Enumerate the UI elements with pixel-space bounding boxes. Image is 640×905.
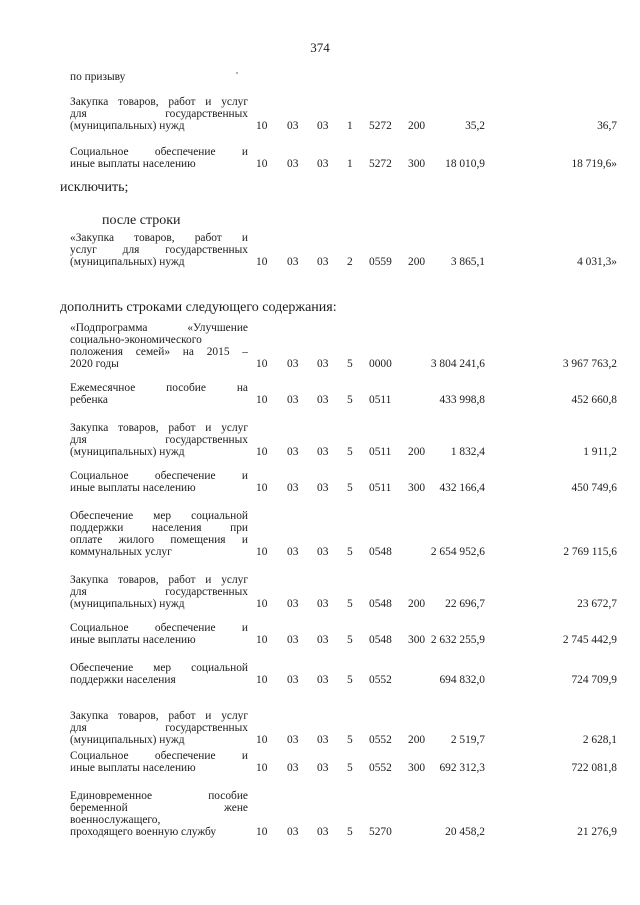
amount-2015: 2 654 952,6 [430, 546, 485, 558]
row-name-line: Обеспечение мер социальной [70, 662, 248, 674]
exclude-paragraph: исключить; [60, 180, 129, 195]
row-name [70, 574, 248, 610]
code-cell: 0511 [369, 446, 392, 458]
code-cell: 10 [256, 546, 268, 558]
amount-2016: 3 967 763,2 [562, 358, 617, 370]
row-name [70, 382, 248, 406]
code-cell: 03 [317, 446, 329, 458]
amount-2016: 18 719,6» [571, 158, 617, 170]
code-cell: 03 [317, 546, 329, 558]
code-cell: 5 [347, 546, 353, 558]
code-cell: 5270 [369, 826, 392, 838]
row-name-line: для государственных [70, 586, 248, 598]
code-cell: 10 [256, 158, 268, 170]
row-name [70, 662, 248, 686]
amount-2016: 2 769 115,6 [563, 546, 617, 558]
row-name-line: Единовременное пособие [70, 790, 248, 802]
amount-2015: 694 832,0 [439, 674, 485, 686]
code-cell: 03 [287, 158, 299, 170]
code-cell: 10 [256, 674, 268, 686]
code-cell: 03 [317, 394, 329, 406]
row-name-line: положения семей» на 2015 – [70, 346, 248, 358]
code-cell: 10 [256, 734, 268, 746]
row-name-line: Социальное обеспечение и [70, 622, 248, 634]
code-cell: 5 [347, 762, 353, 774]
code-cell: 0552 [369, 762, 392, 774]
amount-2015: 432 166,4 [439, 482, 485, 494]
row-name-line: оплате жилого помещения и [70, 534, 248, 546]
code-cell: 10 [256, 762, 268, 774]
page-number: 374 [310, 40, 330, 55]
code-cell: 10 [256, 120, 268, 132]
row-name-line: Закупка товаров, работ и услуг [70, 574, 248, 586]
row-name-line: «Подпрограмма «Улучшение [70, 322, 248, 334]
row-name-line: Обеспечение мер социальной [70, 510, 248, 522]
code-cell: 03 [287, 120, 299, 132]
code-cell: 5 [347, 446, 353, 458]
amount-2015: 22 696,7 [445, 598, 485, 610]
row-name-line: беременной жене [70, 802, 248, 814]
row-name-line: проходящего военную службу [70, 826, 217, 838]
code-cell: 03 [287, 446, 299, 458]
row-name [70, 422, 248, 458]
code-cell: 1 [347, 158, 353, 170]
code-cell: 2 [347, 256, 353, 268]
amount-2016: 23 672,7 [577, 598, 617, 610]
row-name [70, 710, 248, 746]
code-cell: 5272 [369, 120, 392, 132]
row-name-line: ребенка [70, 394, 108, 406]
code-cell: 10 [256, 256, 268, 268]
row-name-line: услуг для государственных [70, 244, 248, 256]
code-cell: 5272 [369, 158, 392, 170]
amount-2016: 36,7 [597, 120, 617, 132]
amount-2016: 452 660,8 [571, 394, 617, 406]
row-name [70, 510, 248, 558]
code-cell: 03 [317, 734, 329, 746]
code-cell: 5 [347, 598, 353, 610]
code-cell: 0511 [369, 482, 392, 494]
row-name-line: Закупка товаров, работ и услуг [70, 96, 248, 108]
code-cell: 03 [317, 120, 329, 132]
row-name-line: Закупка товаров, работ и услуг [70, 710, 248, 722]
amount-2015: 18 010,9 [445, 158, 485, 170]
amount-2016: 724 709,9 [571, 674, 617, 686]
code-cell: 03 [287, 598, 299, 610]
code-cell: 03 [317, 762, 329, 774]
amount-2015: 2 632 255,9 [430, 634, 485, 646]
row-name-line: иные выплаты населению [70, 158, 196, 170]
code-cell: 03 [317, 598, 329, 610]
row-name-line: (муниципальных) нужд [70, 446, 185, 458]
amount-2015: 3 804 241,6 [430, 358, 485, 370]
code-cell: 5 [347, 826, 353, 838]
row-name [70, 622, 248, 646]
row-name [70, 232, 248, 268]
add-rows-paragraph: дополнить строками следующего содержания: [60, 300, 337, 315]
code-cell: 0552 [369, 674, 392, 686]
code-cell: 03 [317, 158, 329, 170]
code-cell: 200 [408, 734, 426, 746]
code-cell: 03 [287, 674, 299, 686]
row-name-line: 2020 годы [70, 358, 119, 370]
code-cell: 03 [317, 482, 329, 494]
row-name-line: иные выплаты населению [70, 762, 196, 774]
code-cell: 0511 [369, 394, 392, 406]
row-name [70, 790, 248, 838]
code-cell: 5 [347, 734, 353, 746]
amount-2016: 2 628,1 [582, 734, 617, 746]
amount-2015: 692 312,3 [439, 762, 485, 774]
row-name-line: Социальное обеспечение и [70, 470, 248, 482]
code-cell: 03 [287, 762, 299, 774]
row-name [70, 96, 248, 132]
row-name [70, 750, 248, 774]
code-cell: 300 [408, 762, 426, 774]
code-cell: 10 [256, 358, 268, 370]
row-name-line: Ежемесячное пособие на [70, 382, 248, 394]
code-cell: 03 [317, 358, 329, 370]
code-cell: 03 [287, 634, 299, 646]
row-name-line: (муниципальных) нужд [70, 256, 185, 268]
code-cell: 0548 [369, 634, 392, 646]
code-cell: 10 [256, 482, 268, 494]
amount-2015: 3 865,1 [450, 256, 485, 268]
amount-2016: 722 081,8 [571, 762, 617, 774]
code-cell: 300 [408, 158, 426, 170]
row-name-line: поддержки населения при [70, 522, 248, 534]
amount-2016: 4 031,3» [577, 256, 617, 268]
row-name-line: Закупка товаров, работ и услуг [70, 422, 248, 434]
code-cell: 10 [256, 598, 268, 610]
code-cell: 03 [317, 256, 329, 268]
code-cell: 300 [408, 482, 426, 494]
code-cell: 200 [408, 446, 426, 458]
row-name-line: поддержки населения [70, 674, 176, 686]
code-cell: 200 [408, 598, 426, 610]
row-name-line: (муниципальных) нужд [70, 120, 185, 132]
code-cell: 300 [408, 634, 426, 646]
row-name-line: «Закупка товаров, работ и [70, 232, 248, 244]
code-cell: 5 [347, 634, 353, 646]
code-cell: 03 [287, 546, 299, 558]
code-cell: 03 [317, 826, 329, 838]
code-cell: 5 [347, 358, 353, 370]
amount-2016: 450 749,6 [571, 482, 617, 494]
row-name-line: для государственных [70, 434, 248, 446]
row-name [70, 470, 248, 494]
row-name-line: (муниципальных) нужд [70, 734, 185, 746]
row-name-line: для государственных [70, 108, 248, 120]
amount-2015: 35,2 [465, 120, 485, 132]
amount-2015: 20 458,2 [445, 826, 485, 838]
code-cell: 03 [287, 256, 299, 268]
row-name-line: Социальное обеспечение и [70, 750, 248, 762]
code-cell: 10 [256, 826, 268, 838]
code-cell: 10 [256, 634, 268, 646]
amount-2015: 433 998,8 [439, 394, 485, 406]
code-cell: 200 [408, 256, 426, 268]
row-name-line: коммунальных услуг [70, 546, 172, 558]
row-name [70, 146, 248, 170]
code-cell: 03 [317, 634, 329, 646]
code-cell: 5 [347, 482, 353, 494]
code-cell: 10 [256, 394, 268, 406]
after-line-paragraph: после строки [102, 213, 181, 228]
code-cell: 5 [347, 674, 353, 686]
carry-over-line: по призыву [70, 71, 126, 83]
code-cell: 0552 [369, 734, 392, 746]
code-cell: 10 [256, 446, 268, 458]
code-cell: 0000 [369, 358, 392, 370]
code-cell: 03 [317, 674, 329, 686]
code-cell: 0548 [369, 546, 392, 558]
amount-2015: 2 519,7 [450, 734, 485, 746]
row-name-line: социально-экономического [70, 334, 202, 346]
code-cell: 0559 [369, 256, 392, 268]
code-cell: 200 [408, 120, 426, 132]
amount-2015: 1 832,4 [450, 446, 485, 458]
amount-2016: 2 745 442,9 [562, 634, 617, 646]
scan-speck [236, 72, 238, 74]
code-cell: 03 [287, 358, 299, 370]
row-name-line: иные выплаты населению [70, 634, 196, 646]
amount-2016: 21 276,9 [577, 826, 617, 838]
row-name-line: для государственных [70, 722, 248, 734]
row-name [70, 322, 248, 370]
code-cell: 0548 [369, 598, 392, 610]
code-cell: 03 [287, 394, 299, 406]
code-cell: 5 [347, 394, 353, 406]
amount-2016: 1 911,2 [583, 446, 617, 458]
code-cell: 03 [287, 826, 299, 838]
row-name-line: военнослужащего, [70, 814, 161, 826]
row-name-line: (муниципальных) нужд [70, 598, 185, 610]
row-name-line: иные выплаты населению [70, 482, 196, 494]
code-cell: 03 [287, 734, 299, 746]
code-cell: 03 [287, 482, 299, 494]
code-cell: 1 [347, 120, 353, 132]
row-name-line: Социальное обеспечение и [70, 146, 248, 158]
